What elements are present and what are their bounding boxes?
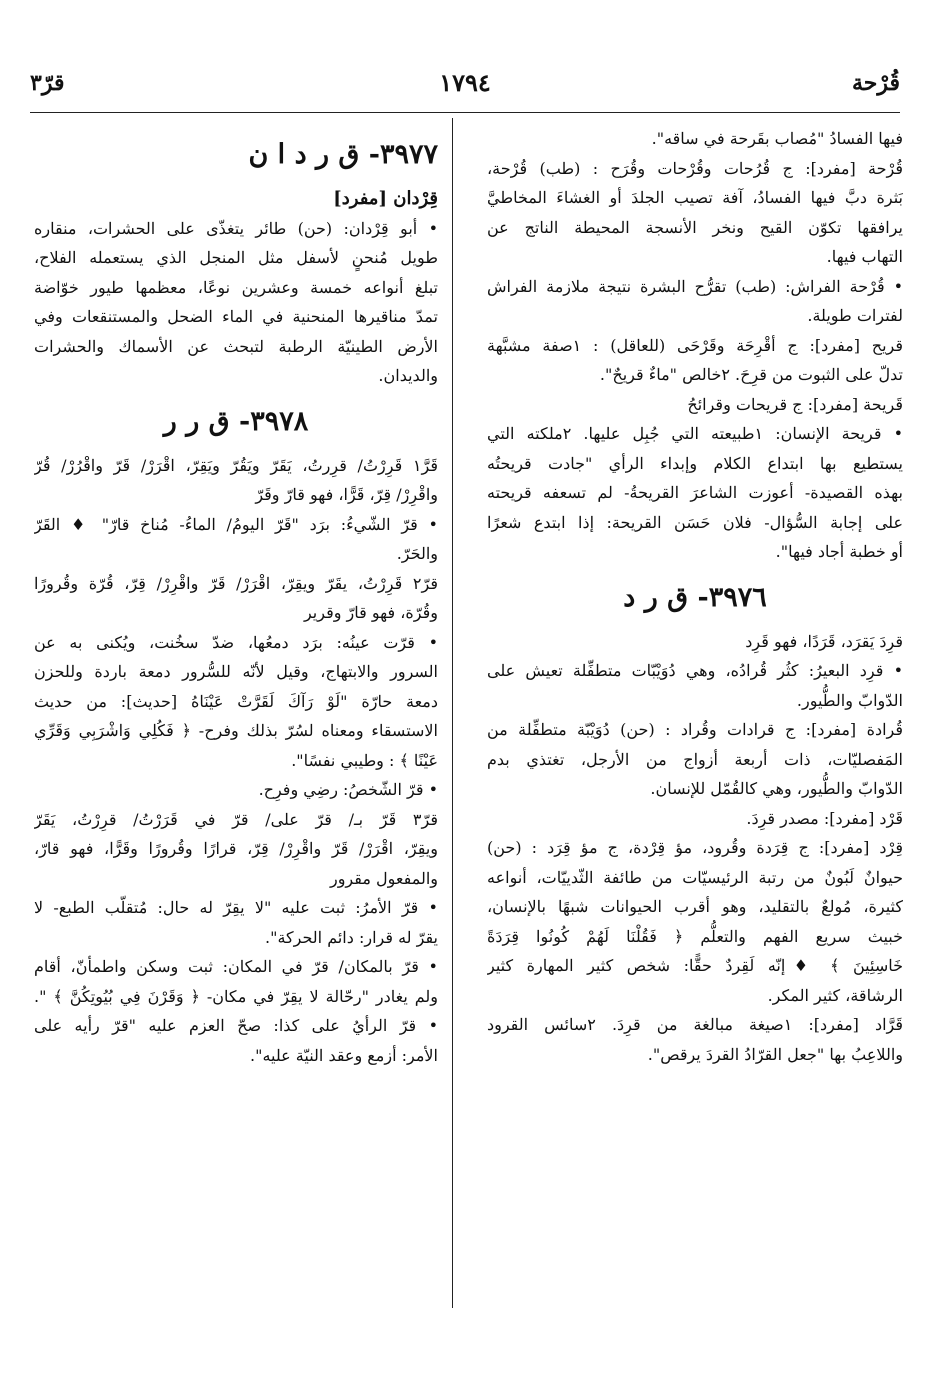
page-header (30, 58, 900, 108)
dictionary-line: والديدان. (378, 366, 438, 385)
dictionary-line: بهذه القصيدة- أعوزت الشاعرَ القريحةُ- لم تسعفه قريحته (487, 483, 903, 502)
dictionary-line: خَاسِئِينَ ﴾ ♦إنّه لَقِردٌ حقًّا: شخص كثير المهارة كثير (487, 956, 903, 975)
root-heading: ٣٩٧٧- ق ر د ا ن (248, 139, 438, 170)
dictionary-line: • قُرْحة الفراش: (طب) تقرُّح البشرة نتيجة ملازمة الفراش (487, 276, 903, 296)
header-rule (30, 112, 900, 113)
dictionary-line: لفترات طويلة. (807, 306, 903, 325)
dictionary-line: على إجابة السُّؤال- فلان حَسَن القريحة: إذا ابتدع شعرًا (487, 512, 903, 532)
column-divider (452, 118, 453, 1308)
dictionary-line: • قرّت عينُه: برَد دمعُها، ضدّ سخُنت، ويُكنى به عن (34, 632, 438, 652)
page-number: ١٧٩٤ (439, 68, 491, 97)
dictionary-line: الاستسقاء ومعناه لسُرّ بذلك وفرح- ﴿ فَكُلِي وَاشْرَبِي وَقَرِّي (34, 721, 438, 740)
dictionary-line: المَفصليّات، ذات أربعة أزواج من الأرجل، تغتذي بدم (487, 749, 903, 769)
dictionary-line: يرافقها تكوّن القيح ونخر الأنسجة المحيطة الناتج عن (487, 217, 903, 237)
dictionary-line: دمعة حارّة "لَوْ رَآكَ لَقَرَّتْ عَيْنَاهُ [حديث]: من حديث (34, 691, 438, 711)
dictionary-line: الأمر: أزمع وعقد النيّة عليه". (250, 1045, 438, 1065)
dictionary-line: • أبو قِرْدان: (حن) طائر يتغذّى على الحشرات، منقاره (34, 218, 438, 238)
left-column (34, 124, 438, 1309)
dictionary-line: حيوانٌ لَبُونٌ من رتبة الرئيسيّات من طائفة الثّدييّات، أنواعه (487, 867, 903, 887)
dictionary-line: خبيث سريع الفهم والتعلُّم ﴿ فَقُلْنَا لَهُمْ كُونُوا قِرَدَةً (487, 926, 903, 946)
running-head-left: قرّ٣ (30, 70, 65, 96)
dictionary-line: قرّ٣ قَرّ بـ/ قرّ على/ قرّ في قَرَرْتُ/ قرِرْتُ، يَقَرّ (34, 809, 438, 829)
dictionary-line: والمفعول مقرور (329, 868, 438, 888)
dictionary-line: • قرّ بالمكان/ قرّ في المكان: ثبت وسكن واطمأنّ، أقام (34, 957, 438, 976)
dictionary-line: قرّ٢ قَرِرْتُ، يقَرّ ويقِرّ، اقْرَرْ/ قَرّ واقْرِرْ/ قِرّ، قُرّة وقُرورًا (34, 573, 438, 593)
dictionary-line: • قرّ الرأيُ على كذا: صحّ العزم عليه "قرّ رأيه على (34, 1016, 438, 1035)
dictionary-line: الدّوابّ والطُّيور. (796, 690, 903, 710)
dictionary-line: واللاعِبُ بها "جعل القرّادُ القردَ يرقص". (647, 1044, 903, 1064)
dictionary-line: يقرّ له قرار: دائم الحركة". (265, 927, 438, 947)
dictionary-line: قَرْد [مفرد]: مصدر قرِدَ. (746, 808, 903, 828)
dictionary-line: تدلّ على الثبوت من قرِحَ. ٢خالص "ماءٌ قريحٌ". (599, 365, 903, 384)
dictionary-line: قُرْحة [مفرد]: ج قُرُحات وقُرْحات وقُرَح : (طب) قُرْحة، (487, 158, 903, 178)
dictionary-line: تبلغ أنواعه خمسة وعشرين نوعًا، معظمها طيور خوّاضة (34, 277, 438, 297)
dictionary-line: قرِدَ يَقرَد، قَرَدًا، فهو قَرِد (745, 631, 903, 651)
running-head-right: قُرْحة (851, 70, 900, 96)
root-heading: ٣٩٧٨- ق ر ر (163, 405, 309, 437)
dictionary-line: فيها الفسادُ "مُصاب بقَرحة في ساقه". (651, 129, 903, 148)
dictionary-line: • قرّ الأمرُ: ثبت عليه "لا يقِرّ له حال: مُتقلّب الطبع- لا (34, 898, 438, 917)
dictionary-line: تمدّ مناقيرها المنحنية في الماء الضحل والمستنقعات وفي (34, 307, 438, 326)
dictionary-line: قُرادة [مفرد]: ج قرادات وقُراد : (حن) دُوَيْبّة متطفِّلة من (487, 720, 903, 739)
dictionary-line: السرور والابتهاج، وقيل لأنّه للسُّرور دمعة باردة وللحزن (34, 662, 438, 681)
dictionary-line: يستطيع بها ابتداع الكلام وإبداء الرأي "جادت قريحتُه (487, 453, 903, 473)
dictionary-line: قِرْدان [مفرد] (333, 188, 438, 209)
dictionary-line: وقُرّة، فهو قارّ وقرير (303, 603, 438, 622)
dictionary-line: قريح [مفرد]: ج أقْرِحَة وقَرْحَى (للعاقل) : ١صفة مشبَّهة (487, 335, 903, 355)
dictionary-line: قَريحة [مفرد]: ج قريحات وقرائحُ (687, 394, 903, 414)
dictionary-line: • قرّ الشّخصُ: رضِي وفرِح. (258, 780, 438, 799)
dictionary-line: ويقِرّ، اقْرَرْ/ قَرّ واقْرِرْ/ قِرّ، قرارًا وقُرورًا وقَرًّا، فهو قارّ، (34, 839, 438, 858)
dictionary-line: قِرْد [مفرد]: ج قِرَدة وقُرود، مؤ قِرْدة، ج مؤ قِرَد : (حن) (487, 838, 903, 857)
dictionary-line: قَرَّ١ قَرِرْتُ/ قرِرتُ، يَقَرّ ويَقُرّ ويَقِرّ، اقْرَرْ/ قَرّ واقْرُرْ/ قُرّ (34, 455, 438, 475)
dictionary-line: الدّوابّ والطُّيور، وهي كالقُمّل للإنسان. (650, 779, 903, 798)
dictionary-line: بَثرة دبَّ فيها الفسادُ، آفة تصيب الجلدَ أو الغشاءَ المخاطيَّ (487, 188, 903, 207)
right-column (487, 124, 903, 1309)
dictionary-line: • قريحة الإنسان: ١طبيعته التي جُبِل عليها. ٢ملكته التي (487, 424, 903, 443)
root-heading: ٣٩٧٦- ق ر د (623, 581, 767, 613)
dictionary-line: عَيْنًا ﴾ : وطيبي نفسًا". (291, 750, 438, 770)
dictionary-line: واقْرِرْ/ قِرّ، قَرًّا، فهو قارّ وقَرّ (255, 485, 438, 504)
dictionary-line: الأرض الطينيّة الرطبة لتبحث عن الأسماك والحشرات (34, 336, 438, 356)
dictionary-line: الرشاقة، كثير المكر. (767, 985, 903, 1005)
dictionary-line: والحَرّ. (396, 544, 438, 563)
dictionary-line: • قرّ الشّيءُ: برَد "قَرّ اليومُ/ الماءُ- مُناخ قارّ" ♦ القَرّ (34, 514, 438, 534)
dictionary-line: التهاب فيها. (826, 247, 903, 266)
dictionary-line: طويل مُنحنٍ لأسفل مثل المنجل الذي يستعمله الفلاح، (34, 248, 438, 267)
dictionary-line: قَرَّاد [مفرد]: ١صيغة مبالغة من قرِدَ. ٢سائس القرود (487, 1015, 903, 1034)
dictionary-line: كثيرة، مُولعٌ بالتقليد، وهو أقرب الحيوانات شبهًا بالإنسان، (487, 897, 903, 916)
dictionary-line: ولم يغادر "رحّالة لا يقِرّ في مكان- ﴿ وَقَرْنَ فِي بُيُوتِكُنَّ ﴾ ". (34, 986, 438, 1006)
dictionary-line: • قرِد البعيرُ: كثُر قُرادُه، وهي دُوَيْبّات متطفِّلة تعيش على (487, 661, 903, 680)
dictionary-line: أو خطبة أجاد فيها". (775, 542, 903, 561)
